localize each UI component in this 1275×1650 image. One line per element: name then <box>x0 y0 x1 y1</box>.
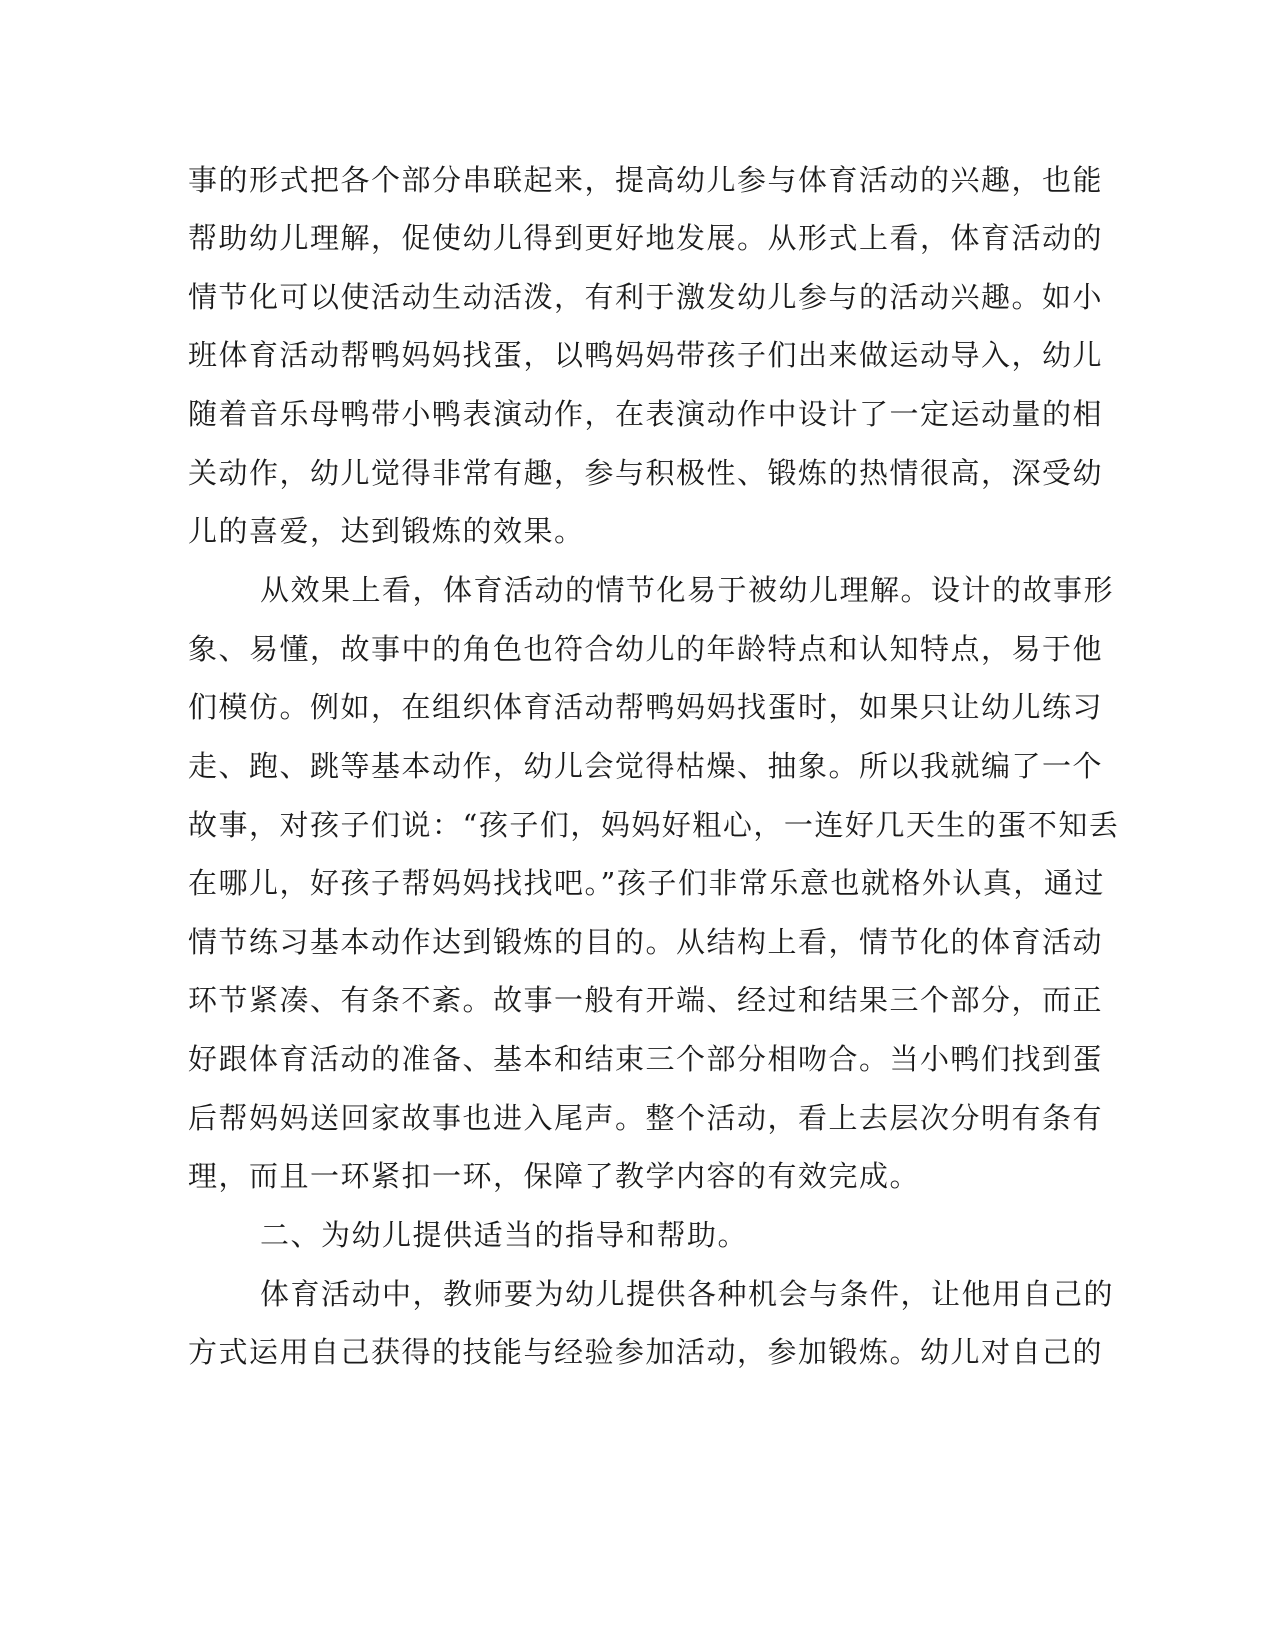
text-line: 班体育活动帮鸭妈妈找蛋，以鸭妈妈带孩子们出来做运动导入，幼儿 <box>188 338 1104 372</box>
text-line: 情节化可以使活动生动活泼，有利于激发幼儿参与的活动兴趣。如小 <box>188 280 1104 314</box>
paragraph-first-line: 体育活动中，教师要为幼儿提供各种机会与条件，让他用自己的 <box>260 1277 1115 1311</box>
text-line: 好跟体育活动的准备、基本和结束三个部分相吻合。当小鸭们找到蛋 <box>188 1042 1104 1076</box>
text-line: 情节练习基本动作达到锻炼的目的。从结构上看，情节化的体育活动 <box>188 925 1104 959</box>
text-line: 帮助幼儿理解，促使幼儿得到更好地发展。从形式上看，体育活动的 <box>188 221 1104 255</box>
text-line: 故事，对孩子们说：“孩子们，妈妈好粗心，一连好几天生的蛋不知丢 <box>188 808 1120 842</box>
text-line: 在哪儿，好孩子帮妈妈找找吧。”孩子们非常乐意也就格外认真，通过 <box>188 866 1105 900</box>
text-line: 随着音乐母鸭带小鸭表演动作，在表演动作中设计了一定运动量的相 <box>188 397 1104 431</box>
text-line: 关动作，幼儿觉得非常有趣，参与积极性、锻炼的热情很高，深受幼 <box>188 456 1104 490</box>
text-line: 后帮妈妈送回家故事也进入尾声。整个活动，看上去层次分明有条有 <box>188 1101 1104 1135</box>
text-line: 理，而且一环紧扣一环，保障了教学内容的有效完成。 <box>188 1159 921 1193</box>
text-line: 象、易懂，故事中的角色也符合幼儿的年龄特点和认知特点，易于他 <box>188 632 1104 666</box>
text-line: 方式运用自己获得的技能与经验参加活动，参加锻炼。幼儿对自己的 <box>188 1335 1104 1369</box>
text-line: 环节紧凑、有条不紊。故事一般有开端、经过和结果三个部分，而正 <box>188 983 1104 1017</box>
text-line: 事的形式把各个部分串联起来，提高幼儿参与体育活动的兴趣，也能 <box>188 163 1104 197</box>
text-line: 们模仿。例如，在组织体育活动帮鸭妈妈找蛋时，如果只让幼儿练习 <box>188 690 1104 724</box>
section-heading: 二、为幼儿提供适当的指导和帮助。 <box>260 1218 749 1252</box>
paragraph-first-line: 从效果上看，体育活动的情节化易于被幼儿理解。设计的故事形 <box>260 573 1115 607</box>
text-line: 儿的喜爱，达到锻炼的效果。 <box>188 514 585 548</box>
text-line: 走、跑、跳等基本动作，幼儿会觉得枯燥、抽象。所以我就编了一个 <box>188 749 1104 783</box>
